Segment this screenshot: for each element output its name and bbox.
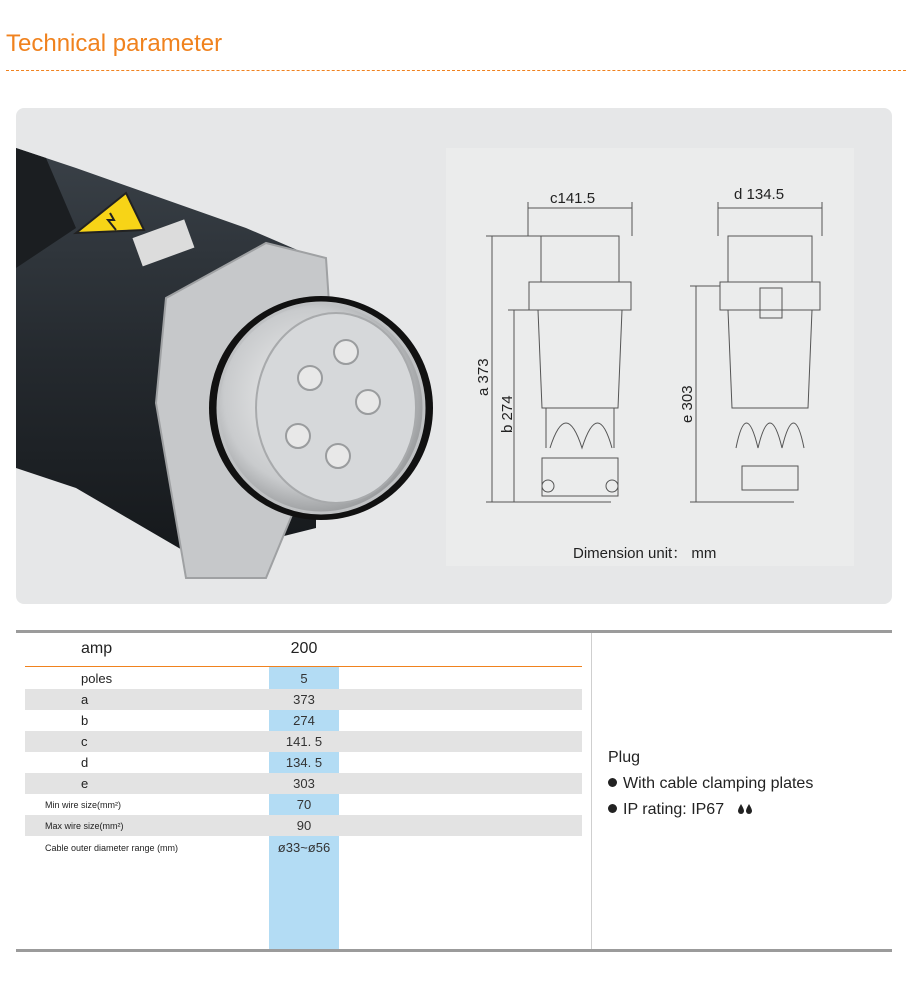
row-value: 274 bbox=[293, 713, 315, 728]
feature-text: IP rating: IP67 bbox=[623, 801, 725, 818]
row-label: b bbox=[81, 713, 89, 728]
row-label: Max wire size(mm²) bbox=[45, 821, 124, 831]
feature-text: With cable clamping plates bbox=[623, 775, 814, 792]
table-row bbox=[25, 710, 582, 731]
feature-item bbox=[608, 771, 813, 797]
dimension-drawing bbox=[446, 148, 854, 566]
table-row bbox=[25, 752, 582, 773]
product-name: Plug bbox=[608, 749, 641, 766]
table-row bbox=[25, 815, 582, 836]
row-label: c bbox=[81, 734, 88, 749]
table-top-rule bbox=[16, 630, 892, 633]
table-bottom-rule bbox=[16, 949, 892, 952]
product-panel bbox=[16, 108, 892, 604]
row-label: Cable outer diameter range (mm) bbox=[45, 843, 179, 853]
table-header-rule bbox=[25, 666, 582, 667]
feature-item bbox=[608, 797, 813, 823]
row-label: Min wire size(mm²) bbox=[45, 800, 121, 810]
title-divider bbox=[6, 70, 906, 71]
dim-d-label: d 134.5 bbox=[734, 186, 785, 203]
bullet-icon bbox=[608, 804, 617, 813]
table-row bbox=[25, 689, 582, 710]
row-label: d bbox=[81, 755, 89, 770]
row-value: 5 bbox=[300, 671, 308, 686]
row-value: 70 bbox=[296, 797, 312, 812]
table-row bbox=[25, 731, 582, 752]
row-value: 134. 5 bbox=[285, 755, 323, 770]
table-row bbox=[25, 837, 582, 858]
table-header-value: 200 bbox=[290, 640, 318, 657]
product-description bbox=[608, 745, 813, 823]
table-column-divider bbox=[591, 633, 592, 949]
row-value: 141. 5 bbox=[285, 734, 323, 749]
dim-a-label: a 373 bbox=[475, 358, 492, 396]
row-value: 303 bbox=[293, 776, 315, 791]
row-value: ø33~ø56 bbox=[277, 840, 331, 855]
row-label: e bbox=[81, 776, 89, 791]
dim-c-label: c141.5 bbox=[550, 190, 596, 207]
row-value: 90 bbox=[296, 818, 312, 833]
table-header-label: amp bbox=[81, 640, 113, 657]
dim-e-label: e 303 bbox=[679, 385, 696, 423]
row-label: poles bbox=[81, 671, 113, 686]
page-title: Technical parameter bbox=[6, 30, 223, 57]
row-value: 373 bbox=[293, 692, 315, 707]
plug-photo bbox=[16, 108, 446, 604]
water-drops-icon bbox=[737, 803, 753, 815]
row-label: a bbox=[81, 692, 89, 707]
table-row bbox=[25, 773, 582, 794]
dim-b-label: b 274 bbox=[499, 395, 516, 433]
dimension-unit-note: Dimension unit： mm bbox=[573, 545, 717, 562]
table-row bbox=[25, 668, 582, 689]
bullet-icon bbox=[608, 778, 617, 787]
table-row bbox=[25, 794, 582, 815]
